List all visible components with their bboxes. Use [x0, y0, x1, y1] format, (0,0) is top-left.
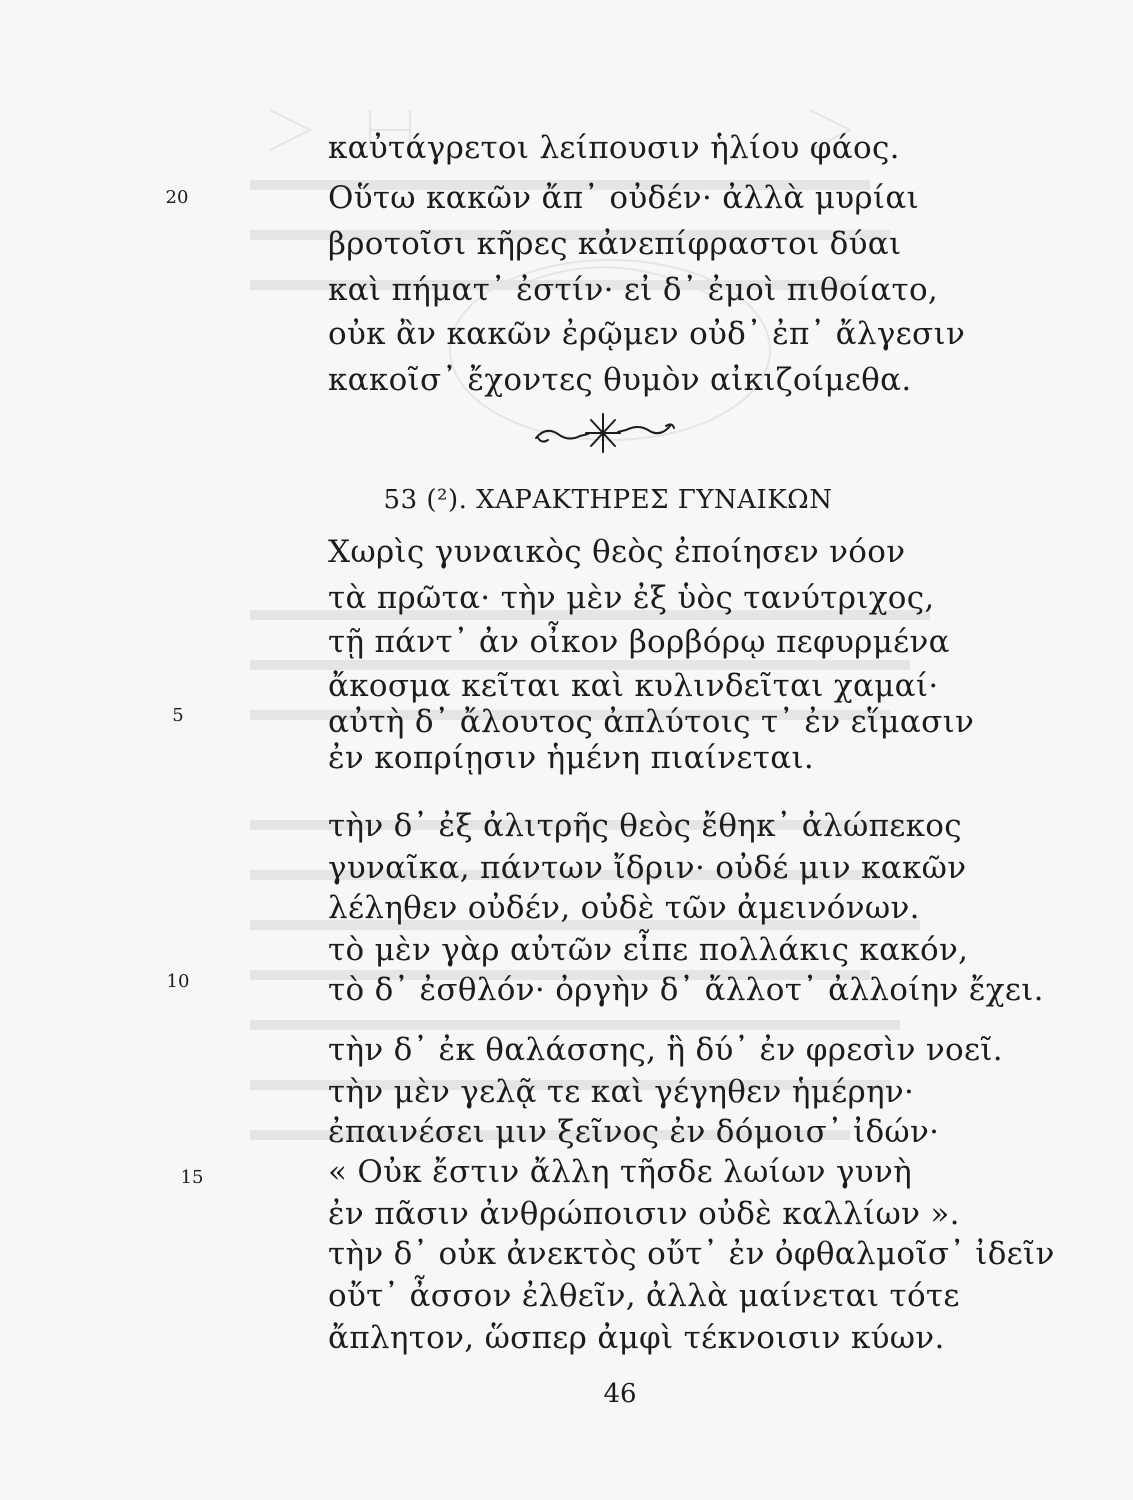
page-number: 46: [603, 1379, 637, 1409]
poem-heading: 53 (²). ΧΑΡΑΚΤΗΡΕΣ ΓΥΝΑΙΚΩΝ: [383, 485, 833, 515]
verse-line: καὐτάγρετοι λείπουσιν ἡλίου φάος.: [328, 130, 900, 166]
verse-line: τῇ πάντ᾽ ἀν οἶκον βορβόρῳ πεφυρμένα: [328, 624, 950, 660]
verse-line: Οὕτω κακῶν ἄπ᾽ οὐδέν· ἀλλὰ μυρίαι: [328, 180, 920, 216]
verse-line: ἄκοσμα κεῖται καὶ κυλινδεῖται χαμαί·: [328, 668, 939, 704]
ornament-divider-icon: [528, 408, 678, 458]
verse-line: ἐν κοπρίῃσιν ἡμένη πιαίνεται.: [328, 740, 815, 776]
verse-line: τὰ πρῶτα· τὴν μὲν ἐξ ὑὸς τανύτριχος,: [328, 580, 935, 616]
verse-line: καὶ πήματ᾽ ἐστίν· εἰ δ᾽ ἐμοὶ πιθοίατο,: [328, 272, 939, 308]
verse-line: βροτοῖσι κῆρες κἀνεπίφραστοι δύαι: [328, 226, 902, 262]
line-number: 15: [180, 1167, 204, 1188]
verse-line: τὴν δ᾽ ἐξ ἀλιτρῆς θεὸς ἔθηκ᾽ ἀλώπεκος: [328, 808, 962, 844]
verse-line: γυναῖκα, πάντων ἴδριν· οὐδέ μιν κακῶν: [328, 850, 967, 886]
verse-line: λέληθεν οὐδέν, οὐδὲ τῶν ἀμεινόνων.: [328, 890, 920, 926]
line-number: 20: [165, 187, 189, 208]
verse-line: οὐκ ἂν κακῶν ἐρῷμεν οὐδ᾽ ἐπ᾽ ἄλγεσιν: [328, 316, 966, 352]
line-number: 5: [172, 705, 184, 726]
verse-line: αὐτὴ δ᾽ ἄλουτος ἀπλύτοις τ᾽ ἐν εἵμασιν: [328, 704, 975, 740]
verse-line: τὸ μὲν γὰρ αὐτῶν εἶπε πολλάκις κακόν,: [328, 932, 969, 968]
verse-line: τὸ δ᾽ ἐσθλόν· ὀργὴν δ᾽ ἄλλοτ᾽ ἀλλοίην ἔχει.: [328, 972, 1044, 1008]
verse-line: « Οὐκ ἔστιν ἄλλη τῆσδε λωίων γυνὴ: [328, 1154, 912, 1190]
verse-line: οὔτ᾽ ἆσσον ἐλθεῖν, ἀλλὰ μαίνεται τότε: [328, 1278, 960, 1314]
verse-line: Χωρὶς γυναικὸς θεὸς ἐποίησεν νόον: [328, 534, 906, 570]
verse-line: ἄπλητον, ὥσπερ ἀμφὶ τέκνοισιν κύων.: [328, 1320, 945, 1356]
verse-line: ἐπαινέσει μιν ξεῖνος ἐν δόμοισ᾽ ἰδών·: [328, 1114, 940, 1150]
verse-line: τὴν μὲν γελᾷ τε καὶ γέγηθεν ἡμέρην·: [328, 1074, 915, 1110]
verse-line: τὴν δ᾽ ἐκ θαλάσσης, ἣ δύ᾽ ἐν φρεσὶν νοεῖ.: [328, 1032, 1003, 1068]
verse-line: κακοῖσ᾽ ἔχοντες θυμὸν αἰκιζοίμεθα.: [328, 362, 912, 398]
verse-line: ἐν πᾶσιν ἀνθρώποισιν οὐδὲ καλλίων ».: [328, 1196, 960, 1232]
verse-line: τὴν δ᾽ οὐκ ἀνεκτὸς οὔτ᾽ ἐν ὀφθαλμοῖσ᾽ ἰδεῖν: [328, 1236, 1055, 1272]
line-number: 10: [166, 971, 190, 992]
